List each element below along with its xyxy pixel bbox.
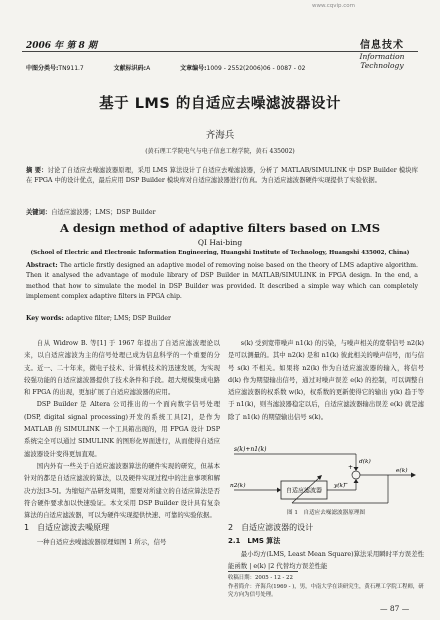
section-heading-2: 2 自适应滤波器的设计 (228, 523, 314, 533)
article-number: 文章编号:1009 - 2552(2006)06 - 0087 - 02 (180, 65, 306, 72)
footnote (228, 574, 424, 600)
section-heading-1: 1 自适应滤波去噪原理 (24, 523, 110, 533)
figure-e-label: e(k) (396, 468, 408, 474)
body-paragraph: 自从 Widrow B. 等[1] 于 1967 年提出了自适应滤波理论以来，以自适应滤波为主的信号处理已成为信息科学的一个重要的分支。近一、二十年来，微电子技术、计算机技术的迅速发展，为实现较强功能的自适应滤波器提供了技术条件和手段。超大规模集成电路和 FPGA 的出现，更加扩展了自适应滤波器的应用。 (24, 339, 220, 397)
figure-1-diagram (228, 441, 424, 507)
body-paragraph: 一种自适应去噪滤波器原理如图 1 所示，信号 (36, 537, 167, 546)
issue-label: 2006 年 第 8 期 (26, 41, 97, 51)
author-english: QI Hai-bing (197, 238, 243, 247)
body-paragraph: 国内外有一些关于自适应滤波器算法的硬件实现的研究，但基本针对的都是自适应滤波的算法，以及硬件实现过程中的注意事项和解决方法[3-5]。为缩短产品研发周期，需要对所建立的自适应算法是否符合硬件要求加以快速验证。本文采用 DSP Builder 设计具有复杂算法的自适应滤波器，可以为硬件实现提供快速、可靠的实验依据。 (24, 461, 220, 520)
keywords-english: Key words: adaptive filter; LMS; DSP Builder (26, 315, 172, 322)
figure-1-caption: 图 1 自适应去噪滤波器原理图 (286, 510, 366, 516)
figure-d-arrow (354, 467, 359, 471)
title-chinese: 基于 LMS 的自适应去噪滤波器设计 (99, 96, 341, 112)
footnote-rule (228, 571, 298, 572)
journal-brand-cn: 信息技术 (360, 40, 404, 51)
abstract-chinese: 摘 要：讨论了自适应去噪滤波器原理，采用 LMS 算法设计了自适应去噪滤波器，分析了 MATLAB/SIMULINK 中 DSP Builder 模块库在 FPGA 中的设计优点，最后应用 DSP Builder 模块库对自适应滤波器进行仿真。为自适应滤波器硬件实现提供了实验依据。 (26, 167, 418, 185)
title-english: A design method of adaptive filters based on LMS (59, 221, 381, 235)
figure-plus-sign: + (348, 464, 354, 471)
figure-filter-label: 自适应滤波器 (285, 487, 323, 495)
page-number: — 87 — (380, 604, 410, 613)
figure-ref-arrow (277, 488, 281, 493)
article-meta (26, 63, 416, 72)
footnote-received: 收稿日期：2005 - 12 - 22 (228, 575, 293, 581)
figure-input-label: s(k)+n1(k) (234, 446, 267, 453)
keywords-chinese: 关键词：自适应滤波器；LMS；DSP Builder (26, 209, 156, 216)
figure-y-arrow (354, 479, 359, 483)
body-column-left (24, 337, 220, 548)
body-paragraph: DSP Builder 是 Altera 公司推出的一个面向数字信号处理(DSP, digital signal processing)开发的系统工具[2]，是作为 MATLAB 的 SIMULINK 一个工具箱出现的，用 FPGA 设计 DSP 系统完全可以通过 SIMULINK 的图形化界面进行，从而使得自适应滤波器设计变得更加直观。 (24, 400, 220, 458)
figure-minus-sign: − (343, 480, 349, 487)
footnote-bio: 作者简介：齐海兵(1969 - )，男，中南大学在读研究生，黄石理工学院工程师，研究方向为信号处理。 (228, 583, 424, 599)
header-rule (22, 51, 418, 52)
abstract-english: Abstract: The article firstly designed an adaptive model of removing noise based on the theory of LMS adaptive algorithm. Then it analysed the advantage of module library of DSP Builder in MATLAB/SIMULINK in FPGA design. In the end, a method that how to simulate the model in DSP Builder was provided. It described a simple way which can completely implement complex adaptive filters in FPGA chip. (26, 262, 419, 301)
document-code: 文献标识码:A (113, 65, 151, 72)
subsection-heading: 2.1 LMS 算法 (228, 537, 281, 546)
body-paragraph: s(k) 受到宽带噪声 n1(k) 的污染，与噪声相关的宽带信号 n2(k) 是可以测量的。其中 n2(k) 是和 n1(k) 彼此相关的噪声信号，而与信号 s(k) 不相关。如果将 n2(k) 作为自适应滤波器的输入，将信号 d(k) 作为期望输出信号，通过对噪声误差 e(k) 的控制，可以调整自适应滤波器的权系数 w(k)，权系数的更新使得它的输出 y(k) 趋于等于 n1(k)，则当滤波器稳定以后，自适应滤波器输出误差 e(k) 就是滤除了 n1(k) 的期望输出信号 s(k)。 (228, 339, 424, 421)
clc-number: 中图分类号:TN911.7 (26, 65, 84, 72)
body-paragraph: 最小均方(LMS, Least Mean Square)算法采用瞬时平方误差性能函数 | e(k) |2 代替均方误差性能 (228, 549, 424, 570)
figure-d-label: d(k) (359, 459, 371, 465)
figure-summing-junction (352, 471, 360, 479)
affiliation-english: (School of Electric and Electronic Information Engineering, Huangshi Institute of Technology, Huangshi 435002, China) (30, 250, 410, 256)
affiliation-chinese: (黄石理工学院电气与电子信息工程学院，黄石 435002) (145, 148, 295, 155)
journal-brand-en: Information Technology (359, 52, 405, 70)
watermark: www.cqvip.com (312, 3, 356, 9)
author-chinese: 齐海兵 (205, 130, 235, 141)
figure-y-label: y(k) (334, 483, 346, 489)
figure-ref-label: n2(k) (230, 483, 246, 489)
figure-output-arrow (411, 473, 416, 478)
